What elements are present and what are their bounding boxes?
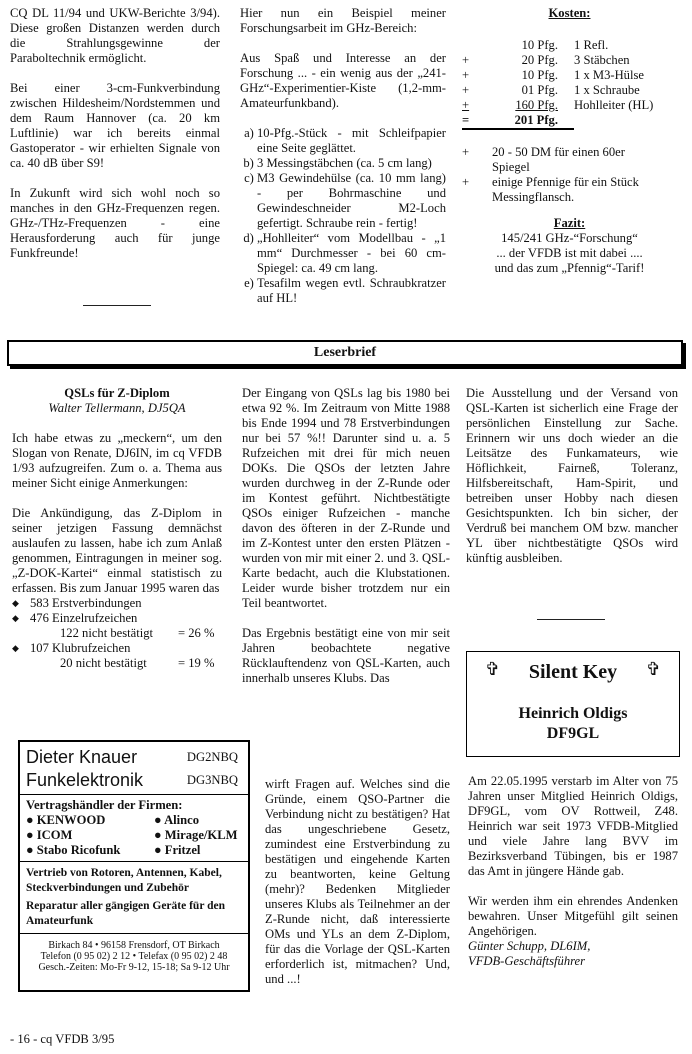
- column-1-bottom: [12, 386, 222, 671]
- list-item: e. Tesafilm wegen evtl. Schraubkratzer auf HL!: [257, 276, 446, 306]
- paragraph: wirft Fragen auf. Welches sind die Gründe, einem QSO-Partner die Verbindung nicht zu bestätigen? Hat das ungeschriebene Gesetz, zumindest eine Erstverbindung zu bestätigen und eingehende Karten zu beantworten, keine Geltung (mehr)? Bedenken Mitglieder unseres Klubs als Teilnehmer an der Z-Runde nicht, daß interessierte OMs und YLs an dem Z-Diplom, für das die Vorlage der QSL-Karten erforderlich ist, mitmachen? Und, und ...!: [265, 777, 450, 986]
- page-footer: - 16 - cq VFDB 3/95: [10, 1032, 115, 1046]
- cost-op: +: [462, 145, 470, 159]
- costs-box: [462, 6, 677, 276]
- table-row: ● KENWOOD ● Alinco: [26, 813, 200, 827]
- ad-address-line: Gesch.-Zeiten: Mo-Fr 9-12, 15-18; Sa 9-12 Uhr: [38, 962, 230, 973]
- stat-text: 583 Erstverbindungen: [30, 596, 142, 610]
- paragraph: Bei einer 3-cm-Funkverbindung zwischen Hildesheim/Nordstemmen und dem Raum Hannover (ca. 20 km Luftlinie) war ich bereits einmal Gastoperator - wir erhielten Signale von ca. 40 dB über S9!: [10, 81, 220, 170]
- article-title: QSLs für Z-Diplom: [64, 386, 170, 400]
- paragraph: Aus Spaß und Interesse an der Forschung ... - ein wenig aus der „241-GHz“-Experimentier-Kiste (1,2-mm-Amateurfunkband).: [240, 51, 446, 110]
- table-row: [462, 98, 653, 113]
- paragraph: Der Eingang von QSLs lag bis 1980 bei etwa 92 %. Im Zeitraum von Mitte 1988 bis Ende 1994 und 78 Erstverbindungen nur bei 57 %!! Darunter sind u. a. 5 Rufzeichen mit drei für mich neuen DOKs. Die QSOs der letzten Jahre wurden durchweg in der Z-Runde oder im Kontest geführt. Nichtbestätigte QSOs einiger Rufzeichen - manche davon des öfteren in der Z-Runde und im Z-Kontest unter den ersten Plätzen - wurden von mir mit einer 2. und 3. QSL-Karte bedacht, auch die Klubstationen. Leider wurde bisher trotzdem nur ein Teil beantwortet.: [242, 386, 450, 610]
- paragraph: Ich habe etwas zu „meckern“, um den Slogan von Renate, DJ6IN, im cq VFDB 1/93 aufzugreifen. Zum o. a. Thema aus meiner Sicht einige Anmerkungen:: [12, 431, 222, 490]
- signature: Günter Schupp, DL6IM,: [468, 939, 591, 953]
- cost-op: +: [462, 175, 470, 189]
- parts-list: [240, 126, 446, 306]
- cost-total: 201 Pfg.: [494, 113, 574, 129]
- table-row: ● ICOM ● Mirage/KLM: [26, 828, 238, 842]
- signature-role: VFDB-Geschäftsführer: [468, 954, 586, 968]
- brand: ICOM: [36, 828, 73, 842]
- paragraph: Am 22.05.1995 verstarb im Alter von 75 Jahren unser Mitglied Heinrich Oldigs, DF9GL, vom OV Rottweil, Z48. Heinrich war seit 1973 VFDB-Mitglied und viele Jahre lang BVV im Bezirksverband Tübingen, bis er 1987 das Amt in jüngere Hände gab.: [468, 774, 678, 878]
- table-row: [462, 53, 653, 68]
- cost-amount: 160 Pfg.: [515, 98, 558, 112]
- stat-sub-value: = 26 %: [178, 626, 215, 640]
- paragraph: In Zukunft wird sich wohl noch so manches in den GHz-Frequenzen regen. GHz-/THz-Frequenzen - eine Herausforderung auch für junge Funkfreunde!: [10, 186, 220, 260]
- stat-sub-row: [12, 626, 222, 641]
- cost-op: =: [462, 113, 494, 129]
- list-item: c. M3 Gewindehülse (ca. 10 mm lang) - per Bohrmaschine und Gewindeschneider M2-Loch gefertigt. Schraube rein - fertig!: [257, 171, 446, 231]
- paragraph: Die Ausstellung und der Versand von QSL-Karten ist sicherlich eine Frage der persönlichen Einstellung zur Sache. Erinnern wir uns doch wieder an die Leitsätze des Funkamateurs, wie Höflichkeit, Fairneß, Toleranz, Hilfsbereitschaft, Ham-Spirit, und betreiben unser Hobby nach diesen Gesichtspunkten. Ich bin sicher, der Verdruß bei manchem OM bzw. mancher YL über nichtbestätigte QSOs wird künftig ausbleiben.: [466, 386, 678, 565]
- list-item: [12, 611, 222, 626]
- cost-op: +: [462, 53, 470, 67]
- cost-op: [462, 38, 494, 53]
- ad-brands: [26, 813, 238, 858]
- costs-title: Kosten:: [548, 6, 591, 20]
- table-row-total: [462, 113, 653, 129]
- ad-address-line: Telefon (0 95 02) 2 12 • Telefax (0 95 02) 2 48: [40, 951, 228, 962]
- cost-amount: 01 Pfg.: [521, 83, 558, 97]
- ad-services: [20, 862, 248, 934]
- ad-dealers: [20, 795, 248, 862]
- paragraph: Wir werden ihm ein ehrendes Andenken bewahren. Unser Mitgefühl gilt seinen Angehörigen.: [468, 894, 678, 938]
- list-item: b. 3 Messingstäbchen (ca. 5 cm lang): [257, 156, 446, 171]
- stats-list: [12, 596, 222, 626]
- advertisement-box: [18, 740, 250, 992]
- cost-item: 1 x Schraube: [574, 83, 640, 97]
- list-item: [12, 596, 222, 611]
- paragraph: Die Ankündigung, das Z-Diplom in seiner jetzigen Fassung demnächst auslaufen zu lassen, habe ich zum Anlaß genommen, Eintragungen in meiner sog. „Z-DOK-Kartei“ einmal statistisch zu erfassen. Bis zum Januar 1995 waren das: [12, 506, 222, 595]
- cost-item: Hohlleiter (HL): [574, 98, 654, 112]
- brand: Fritzel: [164, 843, 201, 857]
- list-item: d. „Hohlleiter“ vom Modellbau - „1 mm“ Durchmesser - bei 60 cm-Spiegel: ca. 49 cm lang.: [257, 231, 446, 276]
- table-row: [462, 175, 662, 205]
- cost-item: 1 Refl.: [574, 38, 609, 52]
- table-row: [462, 145, 662, 175]
- ad-company: Funkelektronik: [26, 770, 144, 790]
- cost-amount: 10 Pfg.: [521, 38, 558, 52]
- ad-name: Dieter Knauer: [26, 747, 138, 767]
- silent-key-title: Silent Key: [528, 661, 618, 683]
- cost-amount: 10 Pfg.: [521, 68, 558, 82]
- cost-op: +: [462, 98, 470, 112]
- deceased-name: Heinrich Oldigs: [518, 705, 628, 722]
- list-item: a. 10-Pfg.-Stück - mit Schleifpapier eine Seite geglättet.: [257, 126, 446, 156]
- ad-callsign: DG3NBQ: [186, 773, 238, 787]
- column-3-bottom: [466, 386, 678, 566]
- paragraph: Hier nun ein Beispiel meiner Forschungsarbeit im GHz-Bereich:: [240, 6, 446, 35]
- cost-op: +: [462, 83, 470, 97]
- fazit-title: Fazit:: [553, 216, 586, 230]
- stat-sub-label: 20 nicht bestätigt: [60, 656, 147, 670]
- cost-op: +: [462, 68, 470, 82]
- stat-text: 107 Klubrufzeichen: [30, 641, 131, 655]
- cost-extra-text: einige Pfennige für ein Stück Messingflansch.: [492, 175, 639, 204]
- separator-rule: [83, 305, 151, 306]
- section-banner: Leserbrief: [7, 340, 683, 366]
- deceased-callsign: DF9GL: [546, 725, 600, 742]
- brand: Stabo Ricofunk: [36, 843, 121, 857]
- costs-extra: [462, 145, 662, 205]
- separator-rule: [537, 619, 605, 620]
- stat-text: 476 Einzelrufzeichen: [30, 611, 138, 625]
- stat-sub-row: [12, 656, 222, 671]
- column-2-top: [240, 6, 446, 306]
- column-1-top: [10, 6, 220, 261]
- cost-amount: 20 Pfg.: [521, 53, 558, 67]
- cost-item: 3 Stäbchen: [574, 53, 630, 67]
- ad-address: [20, 934, 248, 973]
- stat-sub-value: = 19 %: [178, 656, 215, 670]
- paragraph: CQ DL 11/94 und UKW-Berichte 3/94). Diese großen Distanzen werden durch die Strahlungsgewinne der Paraboltechnik ermöglicht.: [10, 6, 220, 65]
- cross-icon: ✞: [645, 659, 661, 679]
- table-row: ● Stabo Ricofunk ● Fritzel: [26, 843, 201, 857]
- stat-sub-label: 122 nicht bestätigt: [60, 626, 154, 640]
- fazit-line: 145/241 GHz-“Forschung“: [501, 231, 638, 245]
- paragraph: Das Ergebnis bestätigt eine von mir seit Jahren beobachtete negative Rücklauftendenz von QSL-Karten, auch innerhalb unseres Klubs. Das: [242, 626, 450, 685]
- table-row: [462, 68, 653, 83]
- ad-address-line: Birkach 84 • 96158 Frensdorf, OT Birkach: [48, 940, 220, 951]
- fazit-line: ... der VFDB ist mit dabei ....: [496, 246, 643, 260]
- column-2-bottom: [242, 386, 450, 686]
- ad-callsign: DG2NBQ: [186, 750, 238, 764]
- obituary: [468, 774, 678, 969]
- brand: KENWOOD: [36, 813, 106, 827]
- list-item: [12, 641, 222, 656]
- cost-extra-text: 20 - 50 DM für einen 60er Spiegel: [492, 145, 625, 174]
- ad-service: Reparatur aller gängigen Geräte für den Amateurfunk: [26, 900, 225, 927]
- article-author: Walter Tellermann, DJ5QA: [48, 401, 186, 415]
- ad-service: Vertrieb von Rotoren, Antennen, Kabel, Steckverbindungen und Zubehör: [26, 867, 222, 894]
- table-row: [462, 38, 653, 53]
- fazit-line: und das zum „Pfennig“-Tarif!: [494, 261, 645, 275]
- silent-key-box: [466, 651, 680, 757]
- ad-dealer-heading: Vertragshändler der Firmen:: [26, 798, 183, 812]
- brand: Mirage/KLM: [164, 828, 238, 842]
- ad-header: [20, 742, 248, 795]
- stats-list: [12, 641, 222, 656]
- costs-table: [462, 38, 653, 130]
- table-row: [462, 83, 653, 98]
- brand: Alinco: [164, 813, 200, 827]
- column-2-bottom-narrow: [265, 777, 450, 987]
- cross-icon: ✞: [485, 659, 501, 679]
- cost-item: 1 x M3-Hülse: [574, 68, 644, 82]
